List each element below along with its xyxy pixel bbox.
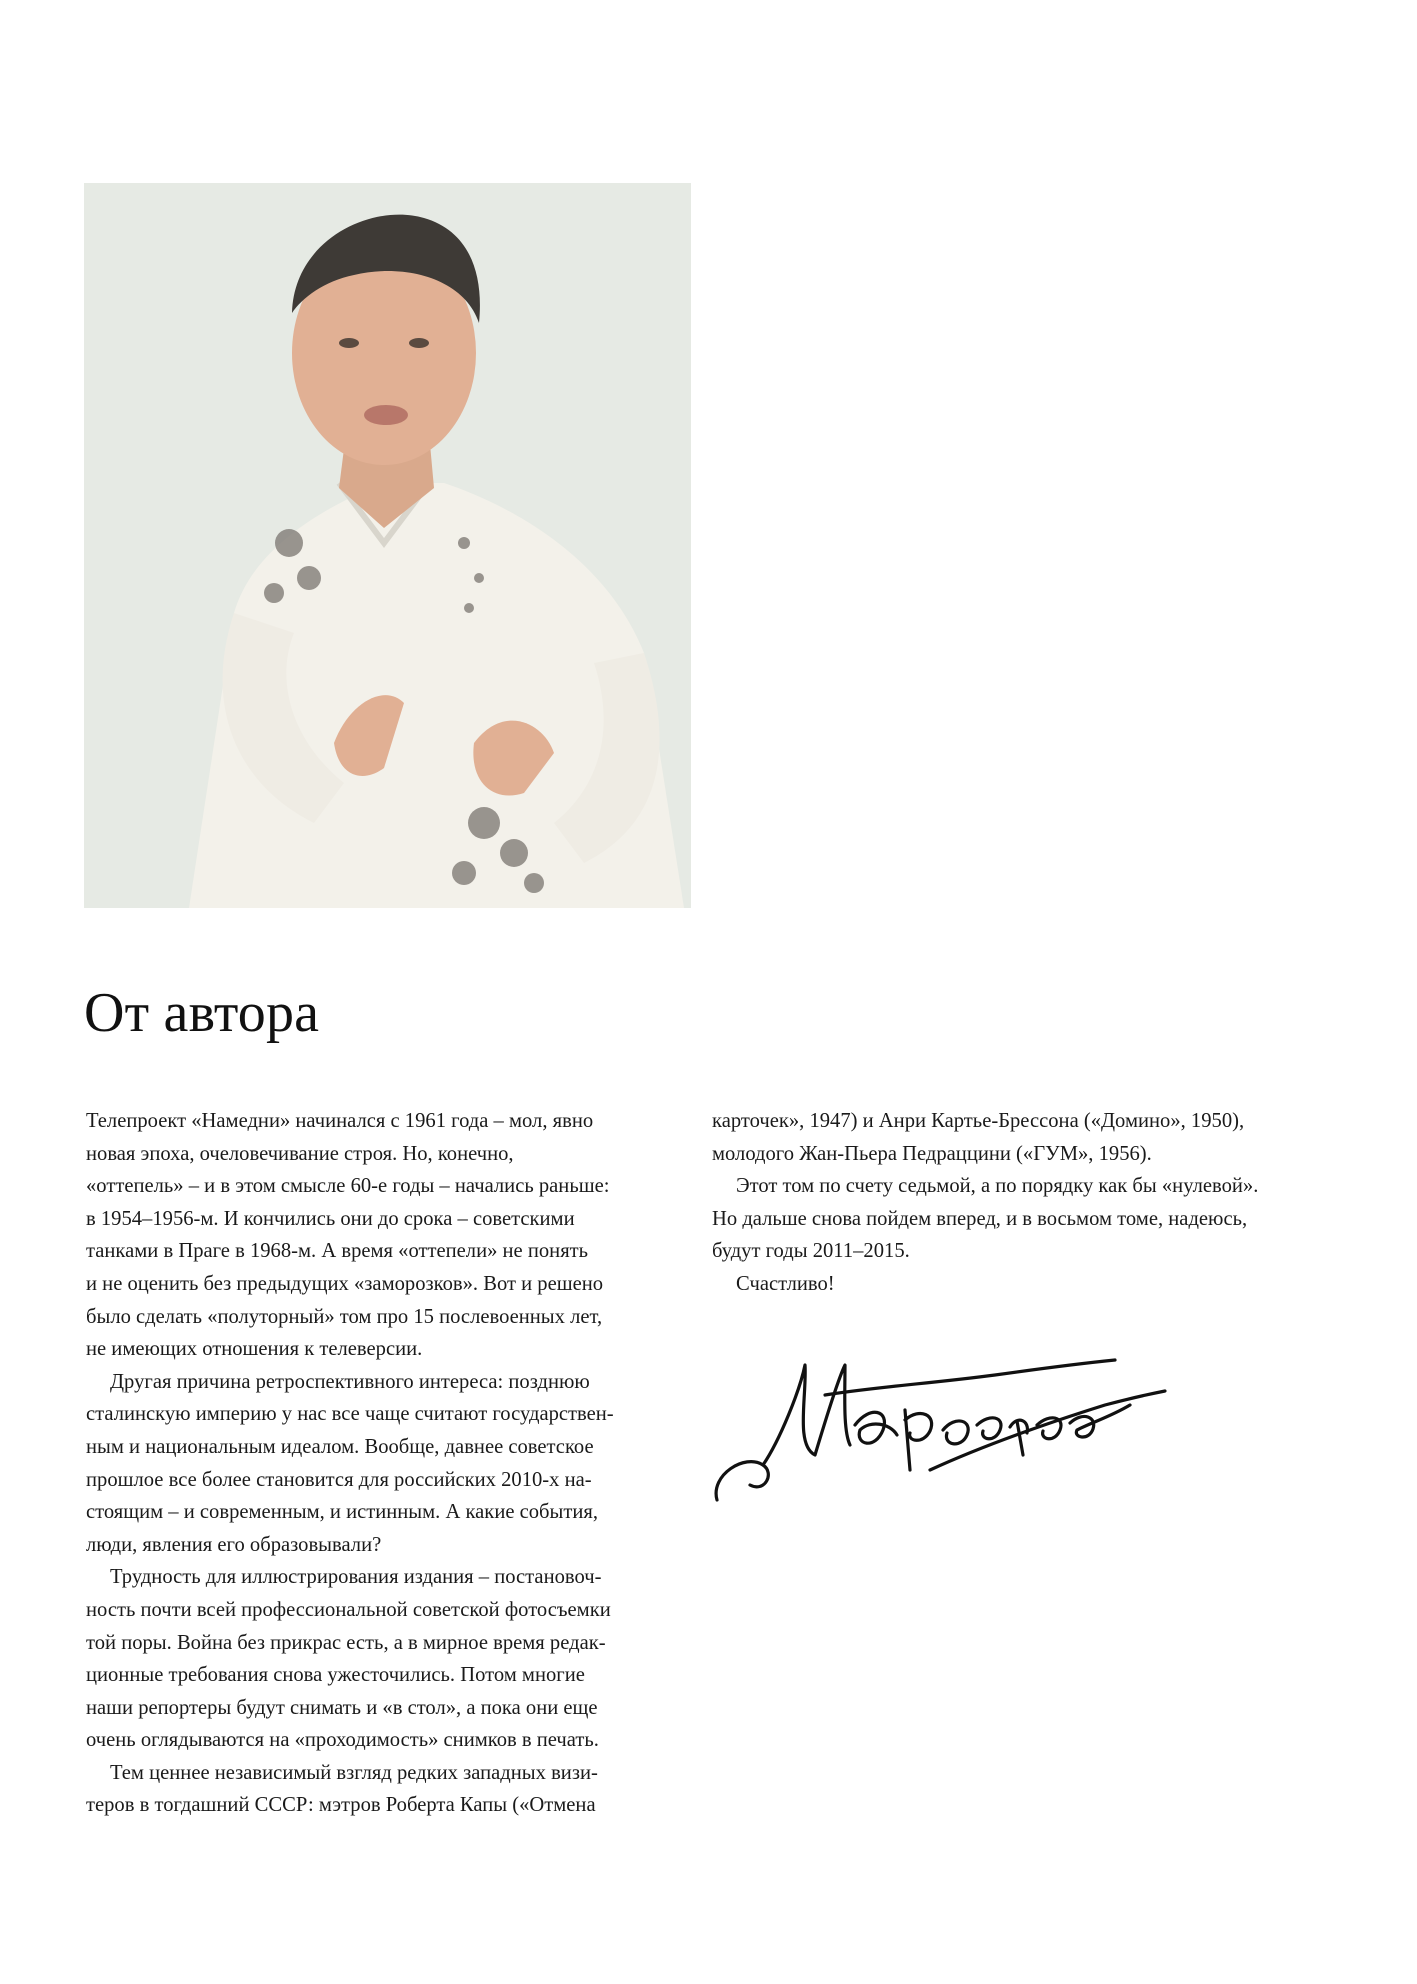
text-line: было сделать «полуторный» том про 15 послевоенных лет, [86, 1305, 603, 1328]
text-line: «оттепель» – и в этом смысле 60-е годы – начались раньше: [86, 1175, 610, 1198]
text-line: будут годы 2011–2015. [712, 1240, 910, 1263]
author-signature [705, 1335, 1175, 1540]
text-line: молодого Жан-Пьера Педраццини («ГУМ», 1956). [712, 1142, 1152, 1165]
paragraph [712, 1105, 1332, 1170]
text-column-left [86, 1105, 686, 1822]
text-line: люди, явления его образовывали? [86, 1533, 382, 1556]
text-line: Трудность для иллюстрирования издания – постановоч- [110, 1566, 602, 1589]
text-line: ным и национальным идеалом. Вообще, давнее советское [86, 1435, 594, 1458]
text-line: сталинскую империю у нас все чаще считают государствен- [86, 1403, 614, 1426]
paragraph [86, 1757, 686, 1822]
text-line: прошлое все более становится для российских 2010-х на- [86, 1468, 592, 1491]
text-column-right [712, 1105, 1332, 1301]
text-line: Тем ценнее независимый взгляд редких западных визи- [110, 1761, 598, 1784]
text-line: в 1954–1956-м. И кончились они до срока – советскими [86, 1207, 575, 1230]
text-line: ционные требования снова ужесточились. Потом многие [86, 1664, 585, 1687]
paragraph [86, 1105, 686, 1366]
text-line: Этот том по счету седьмой, а по порядку как бы «нулевой». [736, 1175, 1259, 1198]
text-line: Но дальше снова пойдем вперед, и в восьмом томе, надеюсь, [712, 1207, 1248, 1230]
text-line: ность почти всей профессиональной советской фотосъемки [86, 1598, 611, 1621]
paragraph [86, 1561, 686, 1757]
text-line: танками в Праге в 1968-м. А время «оттепели» не понять [86, 1240, 589, 1263]
text-line: Телепроект «Намедни» начинался с 1961 года – мол, явно [86, 1110, 594, 1132]
text-line: не имеющих отношения к телеверсии. [86, 1338, 423, 1361]
text-line: карточек», 1947) и Анри Картье-Брессона («Домино», 1950), [712, 1110, 1245, 1132]
text-line: Счастливо! [736, 1272, 835, 1295]
text-line: той поры. Война без прикрас есть, а в мирное время редак- [86, 1631, 606, 1654]
text-line: новая эпоха, очеловечивание строя. Но, конечно, [86, 1142, 514, 1165]
text-line: и не оценить без предыдущих «заморозков». Вот и решено [86, 1272, 604, 1295]
author-photo [84, 183, 691, 908]
text-line: стоящим – и современным, и истинным. А какие события, [86, 1501, 599, 1524]
text-line: теров в тогдашний СССР: мэтров Роберта Капы («Отмена [86, 1794, 596, 1817]
text-line: наши репортеры будут снимать и «в стол», а пока они еще [86, 1696, 598, 1719]
page-title: От автора [84, 982, 320, 1044]
text-line: Другая причина ретроспективного интереса: позднюю [110, 1370, 590, 1393]
paragraph [712, 1268, 1332, 1301]
text-line: очень оглядываются на «проходимость» снимков в печать. [86, 1729, 599, 1752]
paragraph [712, 1170, 1332, 1268]
paragraph [86, 1366, 686, 1562]
